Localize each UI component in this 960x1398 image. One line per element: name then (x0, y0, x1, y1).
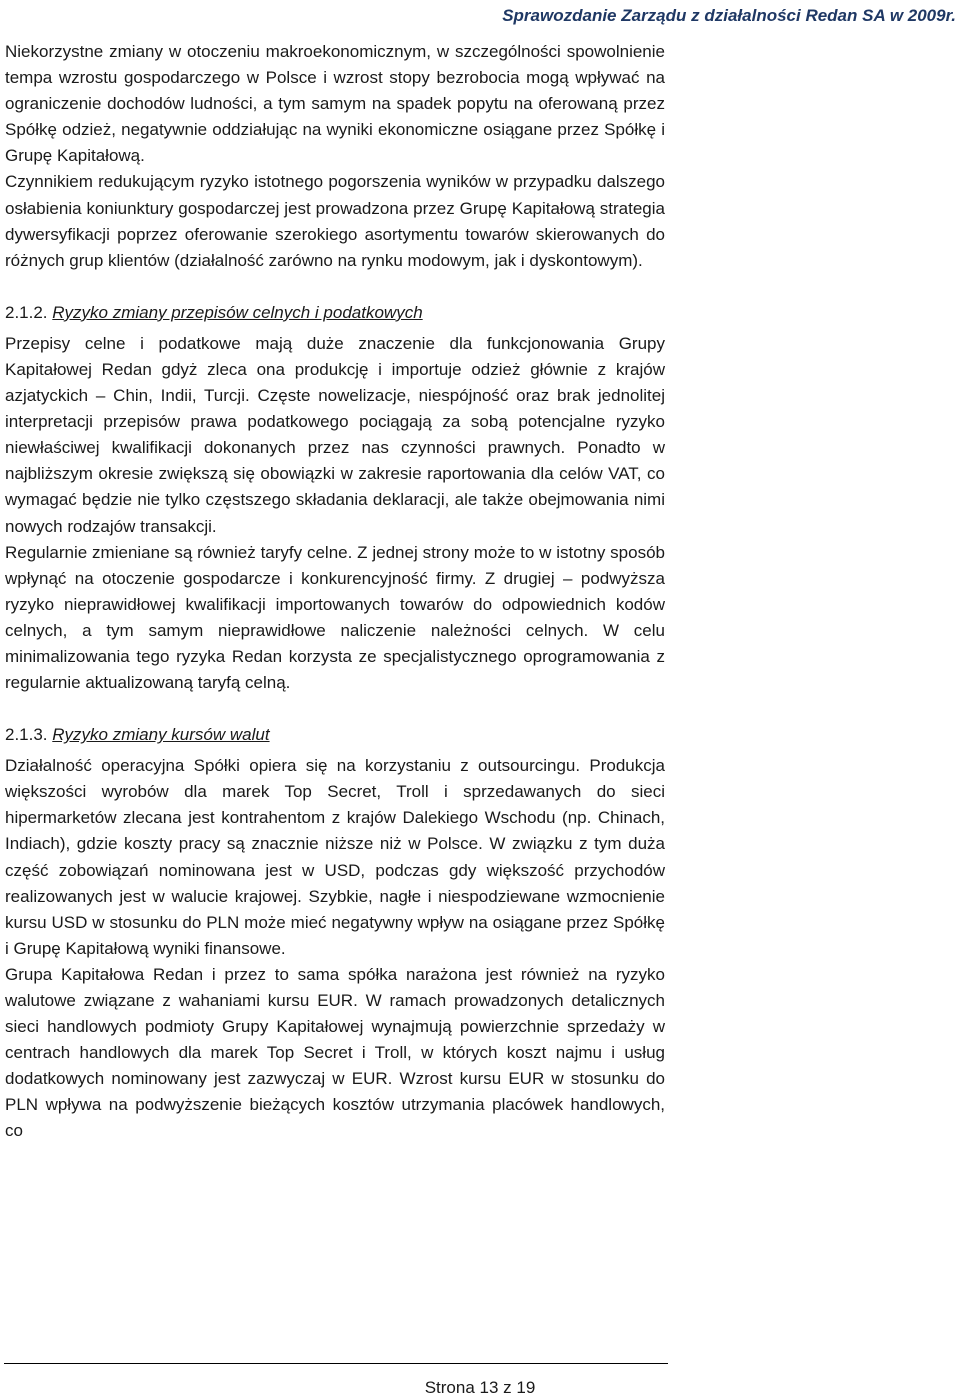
section-title: Ryzyko zmiany przepisów celnych i podatkowych (52, 302, 423, 322)
paragraph: Czynnikiem redukującym ryzyko istotnego pogorszenia wyników w przypadku dalszego osłabienia koniunktury gospodarczej jest prowadzona przez Grupę Kapitałową strategia dywersyfikacji poprzez oferowanie szerokiego asortymentu towarów skierowanych do różnych grup klientów (działalność zarówno na rynku modowym, jak i dyskontowym). (5, 172, 665, 270)
section-number: 2.1.2. (5, 302, 48, 322)
paragraph: Niekorzystne zmiany w otoczeniu makroekonomicznym, w szczególności spowolnienie tempa wzrostu gospodarczego w Polsce i wzrost stopy bezrobocia mogą wpływać na ograniczenie dochodów ludności, a tym samym na spadek popytu na oferowaną przez Spółkę odzież, negatywnie oddziałując na wyniki ekonomiczne osiągane przez Spółkę i Grupę Kapitałową. (5, 42, 665, 166)
paragraph: Przepisy celne i podatkowe mają duże znaczenie dla funkcjonowania Grupy Kapitałowej Redan gdyż zleca ona produkcję i importuje odzież głównie z krajów azjatyckich – Chin, Indii, Turcji. Częste nowelizacje, niespójność oraz brak jednolitej interpretacji przepisów prawa podatkowego pociągają za sobą potencjalne ryzyko niewłaściwej kwalifikacji dokonanych przez nas czynności prawnych. Ponadto w najbliższym okresie zwiększą się obowiązki w zakresie raportowania dla celów VAT, co wymagać będzie nie tylko częstszego składania deklaracji, ale także obejmowania nimi nowych rodzajów transakcji. (5, 333, 665, 536)
document-body (5, 39, 665, 1145)
page-number: Strona 13 z 19 (424, 1378, 536, 1397)
paragraph: Działalność operacyjna Spółki opiera się na korzystaniu z outsourcingu. Produkcja większości wyrobów dla marek Top Secret, Troll i sprzedawanych do sieci hipermarketów zlecana jest kontrahentom z krajów Dalekiego Wschodu (np. Chinach, Indiach), gdzie koszty pracy są znacznie niższe niż w Polsce. W związku z tym duża część zobowiązań nominowana jest w USD, podczas gdy większość przychodów realizowanych jest w walucie krajowej. Szybkie, nagłe i niespodziewane wzmocnienie kursu USD w stosunku do PLN może mieć negatywny wpływ na osiągane przez Spółkę i Grupę Kapitałową wyniki finansowe. (5, 756, 665, 958)
section-heading-customs (5, 300, 665, 326)
section-heading-currency (5, 722, 665, 748)
paragraph: Grupa Kapitałowa Redan i przez to sama spółka narażona jest również na ryzyko walutowe związane z wahaniami kursu EUR. W ramach prowadzonych detalicznych sieci handlowych podmioty Grupy Kapitałowej wynajmują powierzchnie sprzedaży w centrach handlowych dla marek Top Secret i Troll, w których koszt najmu i usług dodatkowych nominowany jest zazwyczaj w EUR. Wzrost kursu EUR w stosunku do PLN wpływa na podwyższenie bieżących kosztów utrzymania placówek handlowych, co (5, 964, 665, 1141)
document-header: Sprawozdanie Zarządu z działalności Redan SA w 2009r. (502, 6, 956, 25)
paragraph: Regularnie zmieniane są również taryfy celne. Z jednej strony może to w istotny sposób wpłynąć na otoczenie gospodarcze i konkurencyjność firmy. Z drugiej – podwyższa ryzyko nieprawidłowej kwalifikacji importowanych towarów do odpowiednich kodów celnych, a tym samym nieprawidłowe naliczenie należności celnych. W celu minimalizowania tego ryzyka Redan korzysta ze specjalistycznego oprogramowania z regularnie aktualizowaną taryfą celną. (5, 542, 665, 693)
footer-divider (4, 1363, 668, 1364)
section-number: 2.1.3. (5, 725, 48, 745)
section-title: Ryzyko zmiany kursów walut (52, 725, 270, 745)
